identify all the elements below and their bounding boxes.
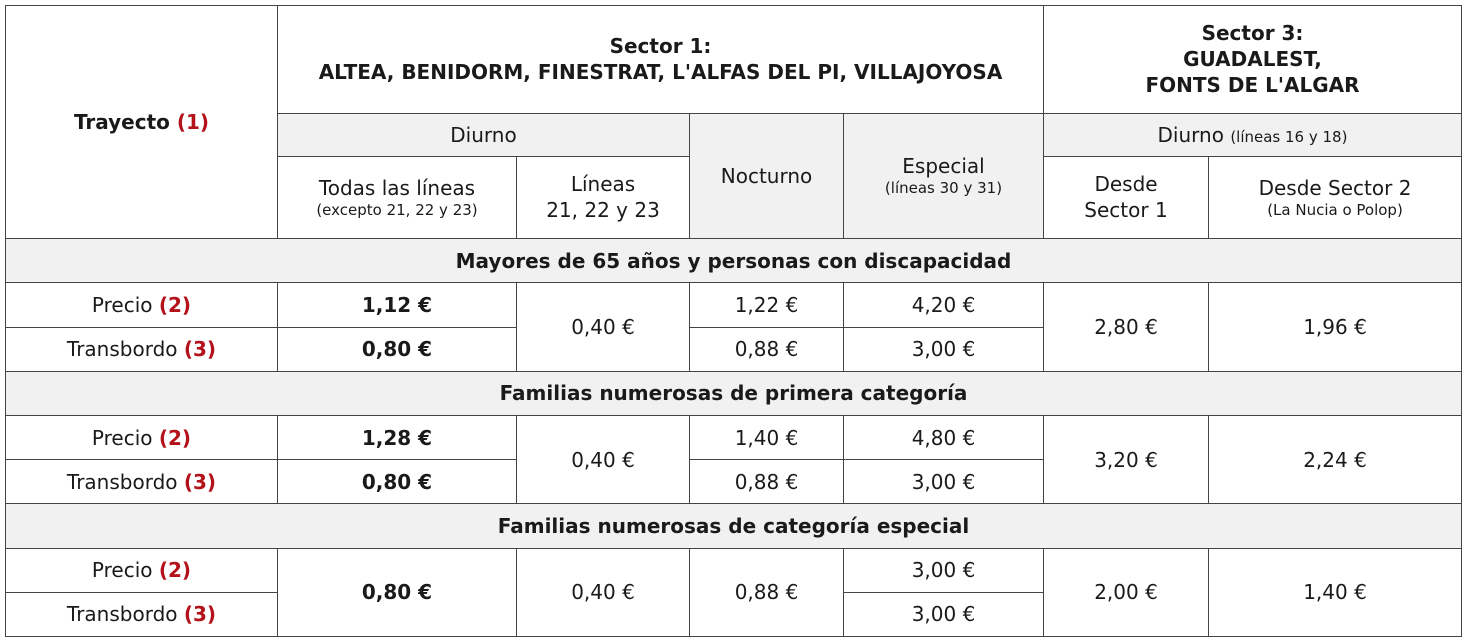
price-cell: 1,12 € [278, 283, 517, 327]
sector1-title: Sector 1: [609, 34, 712, 59]
price-cell: 1,96 € [1209, 283, 1462, 371]
row-label-transbordo [6, 592, 278, 636]
price-cell: 2,80 € [1044, 283, 1209, 371]
todas-header [278, 156, 517, 238]
row-label-precio [6, 415, 278, 459]
row-label-precio [6, 283, 278, 327]
price-cell: 1,22 € [690, 283, 844, 327]
especial-label: Especial [902, 154, 985, 179]
price-cell: 3,00 € [844, 327, 1044, 371]
price-cell: 0,88 € [690, 327, 844, 371]
precio-ref: (2) [158, 558, 192, 583]
section-title: Mayores de 65 años y personas con discapacidad [6, 239, 1462, 283]
price-cell: 0,40 € [517, 283, 690, 371]
desde1-header [1044, 156, 1209, 238]
price-cell: 3,20 € [1044, 415, 1209, 503]
price-cell: 0,88 € [690, 460, 844, 504]
price-cell: 2,00 € [1044, 548, 1209, 636]
row-label-transbordo [6, 327, 278, 371]
sector3-town-1: GUADALEST, [1183, 47, 1322, 72]
price-cell: 1,40 € [690, 415, 844, 459]
nocturno-header: Nocturno [690, 113, 844, 239]
diurno-sector3-header [1044, 113, 1462, 156]
price-cell: 0,80 € [278, 327, 517, 371]
lineas-label-1: Líneas [570, 172, 636, 197]
price-cell: 1,40 € [1209, 548, 1462, 636]
especial-header [844, 113, 1044, 239]
transbordo-label: Transbordo [66, 337, 178, 362]
price-cell: 4,80 € [844, 415, 1044, 459]
price-cell: 2,24 € [1209, 415, 1462, 503]
section-title: Familias numerosas de categoría especial [6, 504, 1462, 548]
todas-sub: (excepto 21, 22 y 23) [316, 200, 478, 219]
lineas-header [517, 156, 690, 238]
price-cell: 0,40 € [517, 415, 690, 503]
transbordo-ref: (3) [183, 469, 217, 494]
transbordo-ref: (3) [183, 602, 217, 627]
transbordo-ref: (3) [183, 337, 217, 362]
table-row [6, 415, 1462, 459]
trayecto-ref: (1) [176, 110, 210, 135]
precio-ref: (2) [158, 425, 192, 450]
diurno3-sub: (líneas 16 y 18) [1230, 127, 1348, 146]
desde2-sub: (La Nucia o Polop) [1267, 200, 1403, 219]
table-row [6, 548, 1462, 592]
precio-label: Precio [91, 425, 153, 450]
transbordo-label: Transbordo [66, 469, 178, 494]
todas-label: Todas las líneas [318, 175, 476, 200]
precio-ref: (2) [158, 292, 192, 317]
especial-sub: (líneas 30 y 31) [884, 179, 1003, 198]
desde2-header [1209, 156, 1462, 238]
diurno-header: Diurno [278, 113, 690, 156]
price-cell: 0,88 € [690, 548, 844, 636]
sector1-towns: ALTEA, BENIDORM, FINESTRAT, L'ALFAS DEL PI, VILLAJOYOSA [318, 60, 1003, 85]
sector3-title: Sector 3: [1201, 21, 1304, 46]
row-label-transbordo [6, 460, 278, 504]
precio-label: Precio [91, 558, 153, 583]
sector3-header [1044, 6, 1462, 114]
lineas-label-2: 21, 22 y 23 [546, 198, 660, 223]
price-cell: 3,00 € [844, 548, 1044, 592]
desde1-label-2: Sector 1 [1084, 198, 1168, 223]
price-cell: 4,20 € [844, 283, 1044, 327]
price-cell: 0,80 € [278, 460, 517, 504]
precio-label: Precio [91, 292, 153, 317]
sector3-town-2: FONTS DE L'ALGAR [1145, 73, 1360, 98]
table-row [6, 283, 1462, 327]
price-cell: 0,80 € [278, 548, 517, 636]
price-cell: 3,00 € [844, 460, 1044, 504]
row-label-precio [6, 548, 278, 592]
sector1-header [278, 6, 1044, 114]
desde2-label: Desde Sector 2 [1258, 175, 1412, 200]
trayecto-header [6, 6, 278, 239]
price-cell: 3,00 € [844, 592, 1044, 636]
price-cell: 1,28 € [278, 415, 517, 459]
section-title: Familias numerosas de primera categoría [6, 371, 1462, 415]
diurno3-label: Diurno [1157, 122, 1224, 147]
trayecto-label: Trayecto [73, 110, 170, 135]
price-cell: 0,40 € [517, 548, 690, 636]
transbordo-label: Transbordo [66, 602, 178, 627]
fares-table [5, 5, 1462, 637]
desde1-label-1: Desde [1094, 172, 1158, 197]
